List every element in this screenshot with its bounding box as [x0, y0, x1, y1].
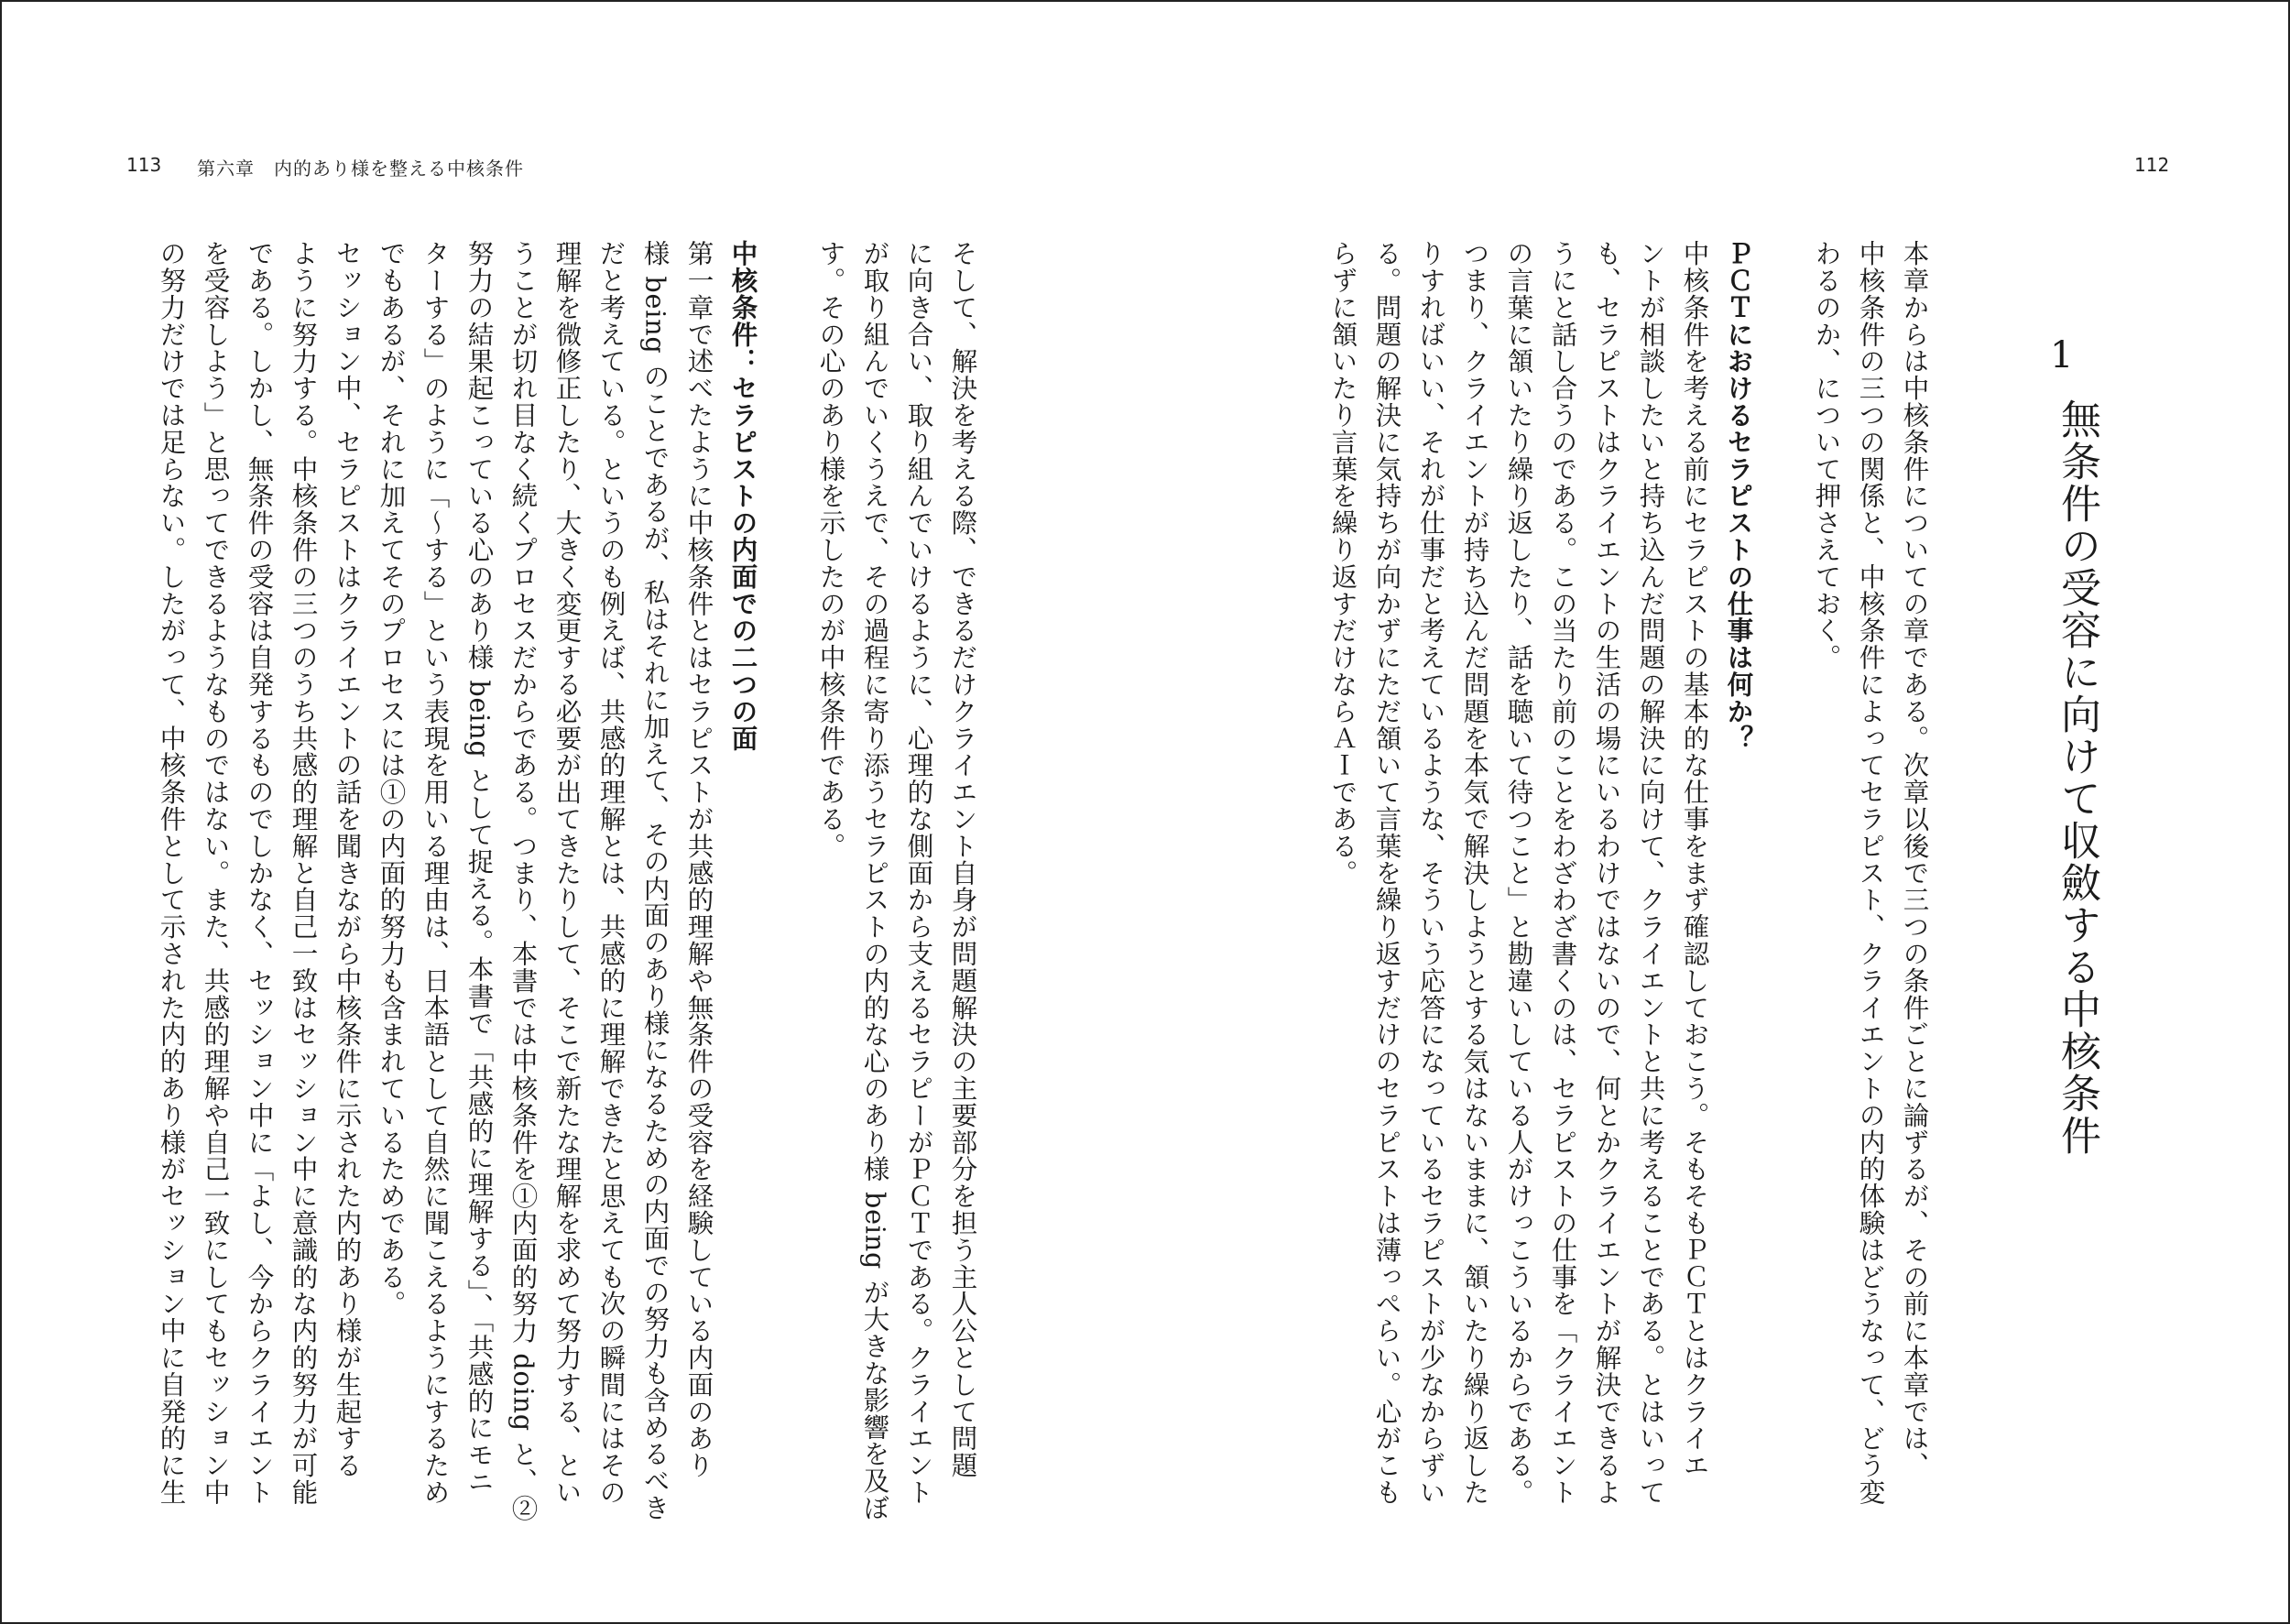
right-page-line-11: つまり、クライエントが持ち込んだ問題を本気で解決しようとする気はないままに、頷いたり繰り返した	[1459, 240, 1490, 1506]
right-page-line-8: も、セラピストはクライエントの生活の場にいるわけではないので、何とかクライエントが解決できるよ	[1591, 240, 1622, 1506]
left-page-line-13: ターする」のように「〜する」という表現を用いる理由は、日本語として自然に聞こえるようにするため	[420, 240, 451, 1506]
left-page-line-17: である。しかし、無条件の受容は自発するものでしかなく、セッション中に「よし、今からクライエント	[244, 240, 275, 1506]
right-page-line-6: 中核条件を考える前にセラピストの基本的な仕事をまず確認しておこう。そもそもＰＣＴとはクライエ	[1679, 240, 1710, 1479]
left-page-subheading: 中核条件：セラピストの内面での二つの面	[727, 240, 758, 752]
left-page-line-15: セッション中、セラピストはクライエントの話を聞きながら中核条件に示された内的あり様が生起する	[332, 240, 363, 1479]
left-page-line-7: 第一章で述べたように中核条件とはセラピストが共感的理解や無条件の受容を経験している内面のあり	[683, 240, 714, 1479]
right-page-subheading: ＰＣＴにおけるセラピストの仕事は何か？	[1723, 240, 1754, 752]
left-page-number: 113	[126, 154, 162, 176]
left-page-line-11: うことが切れ目なく続くプロセスだからである。つまり、本書では中核条件を①内面的努力 doing と、②	[507, 240, 539, 1522]
left-page-line-9: だと考えている。というのも例えば、共感的理解とは、共感的に理解できたと思えても次の瞬間にはその	[595, 240, 627, 1506]
left-page-line-1: そして、解決を考える際、できるだけクライエント自身が問題解決の主要部分を担う主人公として問題	[947, 240, 978, 1479]
frame-top-border	[0, 0, 2290, 2]
right-page-line-1: 本章からは中核条件についての章である。次章以後で三つの条件ごとに論ずるが、その前に本章では、	[1899, 240, 1930, 1479]
section-title: 無条件の受容に向けて収斂する中核条件	[2054, 398, 2100, 1157]
right-page-number: 112	[2134, 154, 2170, 176]
left-running-title: 第六章 内的あり様を整える中核条件	[197, 158, 524, 180]
right-page-line-7: ントが相談したいと持ち込んだ問題の解決に向けて、クライエントと共に考えることである。とはいって	[1635, 240, 1666, 1506]
left-page-line-10: 理解を微修正したり、大きく変更する必要が出てきたりして、そこで新たな理解を求めて努力する、とい	[551, 240, 583, 1506]
left-page-line-2: に向き合い、取り組んでいけるように、心理的な側面から支えるセラピーがＰＣＴである。クライエント	[903, 240, 934, 1506]
left-page-line-14: でもあるが、それに加えてそのプロセスには①の内面的努力も含まれているためである。	[376, 240, 407, 1317]
left-page-line-8: 様 being のことであるが、私はそれに加えて、その内面のあり様になるための内面での努力も含めるべき	[639, 240, 671, 1521]
left-page-line-19: の努力だけでは足らない。したがって、中核条件として示された内的あり様がセッション中に自発的に生	[156, 240, 187, 1506]
left-page-line-18: を受容しよう」と思ってできるようなものではない。また、共感的理解や自己一致にしてもセッション中	[200, 240, 231, 1506]
right-page-line-12: りすればいい、それが仕事だと考えているような、そういう応答になっているセラピストが少なからずい	[1415, 240, 1446, 1506]
frame-left-border	[0, 0, 2, 1624]
left-page-line-12: 努力の結果起こっている心のあり様 being として捉える。本書で「共感的に理解する」、「共感的にモニ	[463, 240, 495, 1496]
right-page-line-14: らずに頷いたり言葉を繰り返すだけならＡＩである。	[1327, 240, 1358, 887]
right-page-line-2: 中核条件の三つの関係と、中核条件によってセラピスト、クライエントの内的体験はどうなって、どう変	[1855, 240, 1886, 1506]
right-page-line-10: の言葉に頷いたり繰り返したり、話を聴いて待つこと」と勘違いしている人がけっこういるからである。	[1503, 240, 1534, 1506]
left-page-line-16: ように努力する。中核条件の三つのうち共感的理解と自己一致はセッション中に意識的な内的努力が可能	[288, 240, 319, 1506]
right-page-line-13: る。問題の解決に気持ちが向かずにただ頷いて言葉を繰り返すだけのセラピストは薄っぺらい。心がこも	[1371, 240, 1402, 1506]
left-page-line-4: す。その心のあり様を示したのが中核条件である。	[815, 240, 846, 860]
left-page-line-3: が取り組んでいくうえで、その過程に寄り添うセラピストの内的な心のあり様 being が大きな影響を及ぼ	[859, 240, 890, 1521]
section-number: 1	[2050, 334, 2074, 376]
right-page-line-9: うにと話し合うのである。この当たり前のことをわざわざ書くのは、セラピストの仕事を「クライエント	[1547, 240, 1578, 1506]
right-page-line-3: わるのか、について押さえておく。	[1811, 240, 1842, 671]
